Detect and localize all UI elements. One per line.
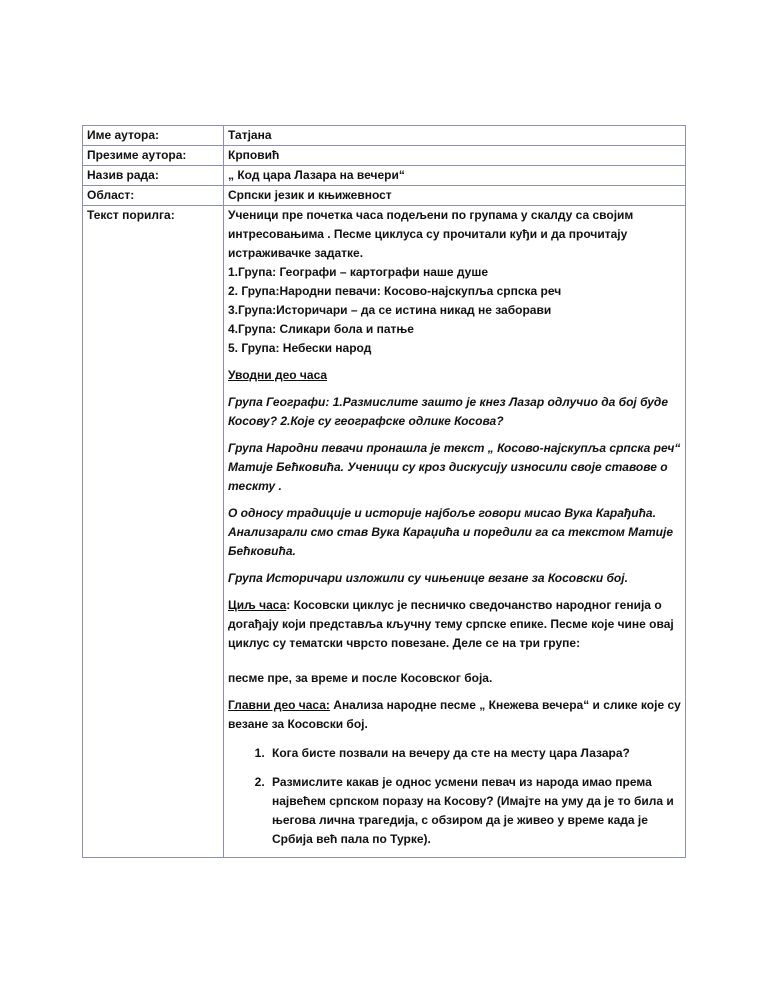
text-content bbox=[224, 206, 686, 858]
group-item: 1.Група: Географи – картографи наше душе bbox=[228, 265, 489, 279]
goal-label: Циљ часа bbox=[228, 598, 287, 612]
goal-paragraph bbox=[228, 596, 681, 653]
table-row bbox=[83, 186, 686, 206]
singers-paragraph: Група Народни певачи пронашла је текст „ Косово-најскупља српска реч“ Матије Бећковића. Ученици су кроз дискусију износили своје ставове о тескту . bbox=[228, 441, 681, 493]
main-label: Главни део часа: bbox=[228, 698, 330, 712]
group-item: 3.Група:Историчари – да се истина никад не заборави bbox=[228, 303, 552, 317]
tradition-paragraph: О односу традиције и историје најбоље говори мисао Вука Карађића. Анализарали смо став Вука Караџића и поредили га са текстом Матије Бећковића. bbox=[228, 506, 673, 558]
table-row bbox=[83, 126, 686, 146]
author-first-name-value: Татјана bbox=[224, 126, 686, 146]
work-title-label: Назив рада: bbox=[83, 166, 224, 186]
author-last-name-label: Презиме аутора: bbox=[83, 146, 224, 166]
questions-list bbox=[228, 744, 681, 849]
intro-section-heading: Уводни део часа bbox=[228, 368, 328, 382]
geographers-paragraph: Група Географи: 1.Размислите зашто је кнез Лазар одлучио да бој буде Косову? 2.Које су географске одлике Косова? bbox=[228, 395, 668, 428]
work-title-value: „ Код цара Лазара на вечери“ bbox=[224, 166, 686, 186]
goal-followup: песме пре, за време и после Косовског боја. bbox=[228, 671, 493, 685]
group-item: 2. Група:Народни певачи: Косово-најскупља српска реч bbox=[228, 284, 562, 298]
lesson-plan-table bbox=[82, 125, 686, 858]
main-paragraph bbox=[228, 696, 681, 734]
group-item: 5. Група: Небески народ bbox=[228, 341, 372, 355]
subject-value: Српски језик и књижевност bbox=[224, 186, 686, 206]
intro-paragraph: Ученици пре почетка часа подељени по групама у скалду са својим интресовањима . Песме циклуса су прочитали куђи и да прочитају истраживачке задатке. bbox=[228, 208, 634, 260]
list-item: 1. Кога бисте позвали на вечеру да сте на месту цара Лазара? bbox=[268, 744, 681, 763]
group-item: 4.Група: Сликари бола и патње bbox=[228, 322, 414, 336]
goal-text: : Косовски циклус је песничко сведочанство народног генија о догађају који представља кључну тему српске епике. Песме које чине овај циклус су тематски чврсто повезане. Деле се на три групе: bbox=[228, 598, 674, 650]
table-row bbox=[83, 206, 686, 858]
historians-paragraph: Група Историчари изложили су чињенице везане за Косовски бој. bbox=[228, 571, 628, 585]
table-row bbox=[83, 146, 686, 166]
subject-label: Област: bbox=[83, 186, 224, 206]
author-first-name-label: Име аутора: bbox=[83, 126, 224, 146]
table-row bbox=[83, 166, 686, 186]
author-last-name-value: Крповић bbox=[224, 146, 686, 166]
text-label: Текст порилга: bbox=[83, 206, 224, 858]
list-item: 2. Размислите какав је однос усмени певач из народа имао према највећем српском поразу на Косову? (Имајте на уму да је то била и његова лична трагедија, с обзиром да је живео у време када је Србија већ пала по Турке). bbox=[268, 773, 681, 849]
main-text: Анализа народне песме „ Кнежева вечера“ и слике које су везане за Косовски бој. bbox=[228, 698, 681, 731]
